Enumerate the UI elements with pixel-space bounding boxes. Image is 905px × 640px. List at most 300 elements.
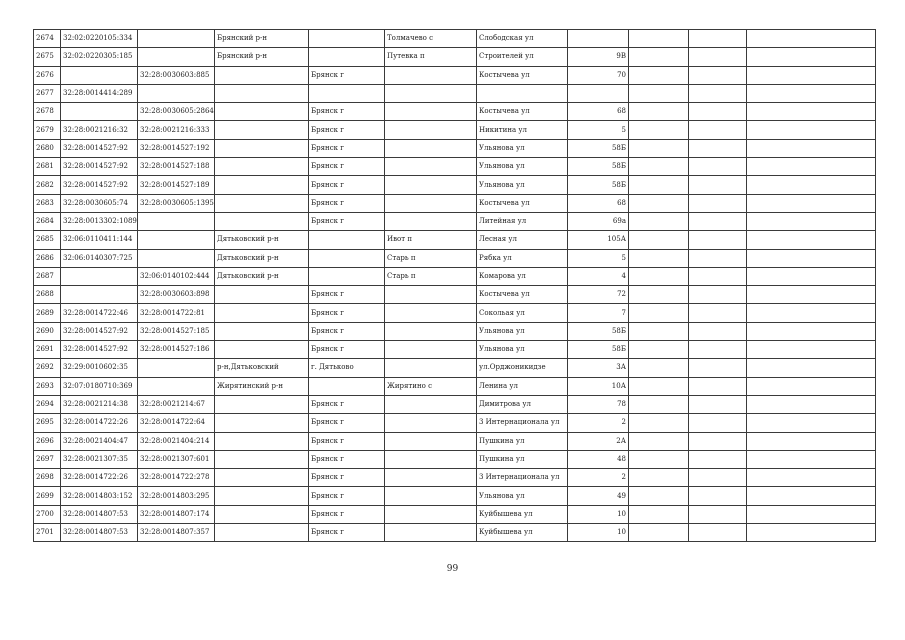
house-number-cell: 78 bbox=[568, 395, 629, 413]
city-cell: г. Дятьково bbox=[309, 359, 385, 377]
district-cell bbox=[215, 487, 309, 505]
building-cadastral-number-cell bbox=[138, 48, 215, 66]
extra-1-cell bbox=[629, 322, 689, 340]
cadastral-number-cell: 32:28:0014527:92 bbox=[61, 341, 138, 359]
extra-2-cell bbox=[689, 505, 747, 523]
notes-cell bbox=[747, 30, 876, 48]
extra-1-cell bbox=[629, 30, 689, 48]
house-number-cell: 49 bbox=[568, 487, 629, 505]
street-cell: Костычева ул bbox=[477, 194, 568, 212]
settlement-cell bbox=[385, 176, 477, 194]
district-cell bbox=[215, 121, 309, 139]
street-cell: 3 Интернационала ул bbox=[477, 469, 568, 487]
extra-1-cell bbox=[629, 341, 689, 359]
extra-2-cell bbox=[689, 30, 747, 48]
table-row bbox=[34, 469, 876, 487]
row-number-cell: 2701 bbox=[34, 524, 61, 542]
cadastral-number-cell: 32:28:0014722:26 bbox=[61, 414, 138, 432]
notes-cell bbox=[747, 469, 876, 487]
settlement-cell: Жирятино с bbox=[385, 377, 477, 395]
cadastral-number-cell: 32:28:0021214:38 bbox=[61, 395, 138, 413]
extra-1-cell bbox=[629, 176, 689, 194]
house-number-cell: 5 bbox=[568, 249, 629, 267]
extra-2-cell bbox=[689, 66, 747, 84]
table-row bbox=[34, 249, 876, 267]
settlement-cell bbox=[385, 139, 477, 157]
extra-2-cell bbox=[689, 487, 747, 505]
notes-cell bbox=[747, 414, 876, 432]
row-number-cell: 2675 bbox=[34, 48, 61, 66]
settlement-cell bbox=[385, 487, 477, 505]
table-row bbox=[34, 341, 876, 359]
row-number-cell: 2692 bbox=[34, 359, 61, 377]
row-number-cell: 2697 bbox=[34, 450, 61, 468]
building-cadastral-number-cell bbox=[138, 212, 215, 230]
city-cell: Брянск г bbox=[309, 341, 385, 359]
building-cadastral-number-cell: 32:28:0014722:278 bbox=[138, 469, 215, 487]
table-row bbox=[34, 450, 876, 468]
table-row bbox=[34, 267, 876, 285]
cadastral-number-cell: 32:28:0014527:92 bbox=[61, 322, 138, 340]
table-row bbox=[34, 231, 876, 249]
table-row bbox=[34, 103, 876, 121]
settlement-cell bbox=[385, 286, 477, 304]
house-number-cell: 10 bbox=[568, 505, 629, 523]
city-cell: Брянск г bbox=[309, 103, 385, 121]
notes-cell bbox=[747, 524, 876, 542]
street-cell: Сокольая ул bbox=[477, 304, 568, 322]
cadastral-number-cell: 32:28:0014414:289 bbox=[61, 84, 138, 102]
extra-2-cell bbox=[689, 286, 747, 304]
extra-1-cell bbox=[629, 139, 689, 157]
extra-2-cell bbox=[689, 139, 747, 157]
district-cell: Брянский р-н bbox=[215, 48, 309, 66]
building-cadastral-number-cell: 32:06:0140102:444 bbox=[138, 267, 215, 285]
street-cell: Комарова ул bbox=[477, 267, 568, 285]
city-cell: Брянск г bbox=[309, 212, 385, 230]
city-cell bbox=[309, 377, 385, 395]
city-cell: Брянск г bbox=[309, 158, 385, 176]
row-number-cell: 2681 bbox=[34, 158, 61, 176]
extra-1-cell bbox=[629, 432, 689, 450]
street-cell: Ульянова ул bbox=[477, 487, 568, 505]
district-cell bbox=[215, 524, 309, 542]
row-number-cell: 2679 bbox=[34, 121, 61, 139]
street-cell: Литейная ул bbox=[477, 212, 568, 230]
notes-cell bbox=[747, 84, 876, 102]
settlement-cell: Старь п bbox=[385, 267, 477, 285]
extra-2-cell bbox=[689, 377, 747, 395]
page-number: 99 bbox=[446, 564, 459, 574]
district-cell bbox=[215, 176, 309, 194]
extra-2-cell bbox=[689, 84, 747, 102]
extra-1-cell bbox=[629, 84, 689, 102]
house-number-cell: 58Б bbox=[568, 158, 629, 176]
notes-cell bbox=[747, 377, 876, 395]
extra-2-cell bbox=[689, 267, 747, 285]
notes-cell bbox=[747, 249, 876, 267]
row-number-cell: 2694 bbox=[34, 395, 61, 413]
house-number-cell: 5 bbox=[568, 121, 629, 139]
notes-cell bbox=[747, 322, 876, 340]
street-cell: Пушкина ул bbox=[477, 450, 568, 468]
table-row bbox=[34, 121, 876, 139]
table-row bbox=[34, 377, 876, 395]
house-number-cell: 58Б bbox=[568, 341, 629, 359]
district-cell bbox=[215, 432, 309, 450]
building-cadastral-number-cell: 32:28:0014722:64 bbox=[138, 414, 215, 432]
table-row bbox=[34, 194, 876, 212]
extra-2-cell bbox=[689, 194, 747, 212]
street-cell: ул.Орджоникидзе bbox=[477, 359, 568, 377]
city-cell: Брянск г bbox=[309, 450, 385, 468]
cadastral-number-cell: 32:28:0021216:32 bbox=[61, 121, 138, 139]
notes-cell bbox=[747, 48, 876, 66]
district-cell bbox=[215, 450, 309, 468]
extra-2-cell bbox=[689, 395, 747, 413]
notes-cell bbox=[747, 158, 876, 176]
building-cadastral-number-cell: 32:28:0014807:174 bbox=[138, 505, 215, 523]
house-number-cell: 72 bbox=[568, 286, 629, 304]
settlement-cell bbox=[385, 432, 477, 450]
building-cadastral-number-cell bbox=[138, 30, 215, 48]
city-cell: Брянск г bbox=[309, 395, 385, 413]
cadastral-number-cell: 32:29:0010602:35 bbox=[61, 359, 138, 377]
notes-cell bbox=[747, 505, 876, 523]
extra-1-cell bbox=[629, 158, 689, 176]
house-number-cell: 4 bbox=[568, 267, 629, 285]
city-cell: Брянск г bbox=[309, 139, 385, 157]
extra-2-cell bbox=[689, 359, 747, 377]
cadastral-number-cell: 32:02:0220105:334 bbox=[61, 30, 138, 48]
cadastral-number-cell: 32:02:0220305:185 bbox=[61, 48, 138, 66]
settlement-cell bbox=[385, 341, 477, 359]
extra-2-cell bbox=[689, 103, 747, 121]
settlement-cell bbox=[385, 524, 477, 542]
house-number-cell: 10А bbox=[568, 377, 629, 395]
extra-2-cell bbox=[689, 121, 747, 139]
building-cadastral-number-cell: 32:28:0030603:898 bbox=[138, 286, 215, 304]
table-row bbox=[34, 505, 876, 523]
cadastral-number-cell: 32:28:0014527:92 bbox=[61, 158, 138, 176]
table-row bbox=[34, 487, 876, 505]
district-cell bbox=[215, 158, 309, 176]
notes-cell bbox=[747, 487, 876, 505]
settlement-cell: Ивот п bbox=[385, 231, 477, 249]
extra-1-cell bbox=[629, 450, 689, 468]
extra-1-cell bbox=[629, 487, 689, 505]
extra-2-cell bbox=[689, 212, 747, 230]
city-cell: Брянск г bbox=[309, 414, 385, 432]
cadastral-number-cell bbox=[61, 103, 138, 121]
district-cell: Дятьковский р-н bbox=[215, 231, 309, 249]
district-cell: Дятьковский р-н bbox=[215, 267, 309, 285]
cadastral-number-cell bbox=[61, 267, 138, 285]
row-number-cell: 2696 bbox=[34, 432, 61, 450]
building-cadastral-number-cell: 32:28:0014527:188 bbox=[138, 158, 215, 176]
extra-1-cell bbox=[629, 66, 689, 84]
building-cadastral-number-cell bbox=[138, 377, 215, 395]
cadastral-number-cell: 32:07:0180710:369 bbox=[61, 377, 138, 395]
district-cell: Дятьковский р-н bbox=[215, 249, 309, 267]
building-cadastral-number-cell: 32:28:0014527:185 bbox=[138, 322, 215, 340]
extra-2-cell bbox=[689, 341, 747, 359]
city-cell bbox=[309, 48, 385, 66]
city-cell bbox=[309, 231, 385, 249]
property-register-table bbox=[33, 29, 876, 542]
notes-cell bbox=[747, 176, 876, 194]
house-number-cell: 3А bbox=[568, 359, 629, 377]
house-number-cell: 2 bbox=[568, 469, 629, 487]
settlement-cell bbox=[385, 359, 477, 377]
house-number-cell: 68 bbox=[568, 194, 629, 212]
district-cell bbox=[215, 469, 309, 487]
house-number-cell: 68 bbox=[568, 103, 629, 121]
building-cadastral-number-cell: 32:28:0030603:885 bbox=[138, 66, 215, 84]
building-cadastral-number-cell: 32:28:0021307:601 bbox=[138, 450, 215, 468]
notes-cell bbox=[747, 139, 876, 157]
notes-cell bbox=[747, 359, 876, 377]
city-cell: Брянск г bbox=[309, 487, 385, 505]
building-cadastral-number-cell bbox=[138, 231, 215, 249]
city-cell: Брянск г bbox=[309, 286, 385, 304]
table-row bbox=[34, 212, 876, 230]
house-number-cell bbox=[568, 84, 629, 102]
district-cell: р-н,Дятьковский bbox=[215, 359, 309, 377]
extra-1-cell bbox=[629, 377, 689, 395]
table-row bbox=[34, 48, 876, 66]
settlement-cell bbox=[385, 469, 477, 487]
building-cadastral-number-cell: 32:28:0014722:81 bbox=[138, 304, 215, 322]
street-cell: Ульянова ул bbox=[477, 341, 568, 359]
row-number-cell: 2699 bbox=[34, 487, 61, 505]
extra-1-cell bbox=[629, 524, 689, 542]
extra-1-cell bbox=[629, 469, 689, 487]
settlement-cell bbox=[385, 414, 477, 432]
row-number-cell: 2674 bbox=[34, 30, 61, 48]
street-cell: Костычева ул bbox=[477, 103, 568, 121]
street-cell: Пушкина ул bbox=[477, 432, 568, 450]
extra-2-cell bbox=[689, 469, 747, 487]
street-cell: Костычева ул bbox=[477, 66, 568, 84]
cadastral-number-cell: 32:28:0014527:92 bbox=[61, 139, 138, 157]
cadastral-number-cell: 32:28:0021307:35 bbox=[61, 450, 138, 468]
notes-cell bbox=[747, 304, 876, 322]
cadastral-number-cell: 32:28:0014803:152 bbox=[61, 487, 138, 505]
table-row bbox=[34, 158, 876, 176]
city-cell: Брянск г bbox=[309, 121, 385, 139]
house-number-cell: 58Б bbox=[568, 176, 629, 194]
notes-cell bbox=[747, 121, 876, 139]
row-number-cell: 2700 bbox=[34, 505, 61, 523]
city-cell bbox=[309, 84, 385, 102]
district-cell bbox=[215, 414, 309, 432]
row-number-cell: 2680 bbox=[34, 139, 61, 157]
extra-2-cell bbox=[689, 304, 747, 322]
extra-1-cell bbox=[629, 231, 689, 249]
extra-1-cell bbox=[629, 267, 689, 285]
street-cell: Лесная ул bbox=[477, 231, 568, 249]
city-cell: Брянск г bbox=[309, 304, 385, 322]
settlement-cell bbox=[385, 450, 477, 468]
table-row bbox=[34, 30, 876, 48]
table-row bbox=[34, 139, 876, 157]
extra-2-cell bbox=[689, 158, 747, 176]
settlement-cell: Старь п bbox=[385, 249, 477, 267]
row-number-cell: 2695 bbox=[34, 414, 61, 432]
building-cadastral-number-cell: 32:28:0014803:295 bbox=[138, 487, 215, 505]
building-cadastral-number-cell bbox=[138, 359, 215, 377]
district-cell bbox=[215, 304, 309, 322]
district-cell: Жирятинский р-н bbox=[215, 377, 309, 395]
extra-1-cell bbox=[629, 48, 689, 66]
district-cell bbox=[215, 505, 309, 523]
settlement-cell bbox=[385, 194, 477, 212]
building-cadastral-number-cell: 32:28:0014527:192 bbox=[138, 139, 215, 157]
cadastral-number-cell: 32:28:0021404:47 bbox=[61, 432, 138, 450]
district-cell bbox=[215, 84, 309, 102]
settlement-cell bbox=[385, 212, 477, 230]
city-cell: Брянск г bbox=[309, 322, 385, 340]
notes-cell bbox=[747, 432, 876, 450]
extra-1-cell bbox=[629, 194, 689, 212]
row-number-cell: 2698 bbox=[34, 469, 61, 487]
city-cell: Брянск г bbox=[309, 432, 385, 450]
building-cadastral-number-cell: 32:28:0030605:2864 bbox=[138, 103, 215, 121]
cadastral-number-cell bbox=[61, 286, 138, 304]
settlement-cell bbox=[385, 395, 477, 413]
cadastral-number-cell: 32:28:0014807:53 bbox=[61, 505, 138, 523]
district-cell bbox=[215, 194, 309, 212]
cadastral-number-cell: 32:28:0014807:53 bbox=[61, 524, 138, 542]
table-row bbox=[34, 66, 876, 84]
table-row bbox=[34, 395, 876, 413]
house-number-cell: 58Б bbox=[568, 139, 629, 157]
street-cell bbox=[477, 84, 568, 102]
district-cell bbox=[215, 286, 309, 304]
street-cell: Ульянова ул bbox=[477, 322, 568, 340]
cadastral-number-cell: 32:28:0013302:1089 bbox=[61, 212, 138, 230]
house-number-cell: 9В bbox=[568, 48, 629, 66]
extra-1-cell bbox=[629, 505, 689, 523]
house-number-cell: 70 bbox=[568, 66, 629, 84]
notes-cell bbox=[747, 66, 876, 84]
row-number-cell: 2685 bbox=[34, 231, 61, 249]
table-body bbox=[34, 30, 876, 542]
city-cell bbox=[309, 249, 385, 267]
row-number-cell: 2676 bbox=[34, 66, 61, 84]
settlement-cell bbox=[385, 121, 477, 139]
district-cell bbox=[215, 341, 309, 359]
table-row bbox=[34, 176, 876, 194]
table-row bbox=[34, 322, 876, 340]
notes-cell bbox=[747, 194, 876, 212]
city-cell bbox=[309, 267, 385, 285]
house-number-cell: 58Б bbox=[568, 322, 629, 340]
table-row bbox=[34, 286, 876, 304]
row-number-cell: 2691 bbox=[34, 341, 61, 359]
city-cell: Брянск г bbox=[309, 66, 385, 84]
cadastral-number-cell bbox=[61, 66, 138, 84]
table-row bbox=[34, 432, 876, 450]
building-cadastral-number-cell bbox=[138, 84, 215, 102]
extra-1-cell bbox=[629, 212, 689, 230]
extra-2-cell bbox=[689, 322, 747, 340]
row-number-cell: 2688 bbox=[34, 286, 61, 304]
settlement-cell: Путевка п bbox=[385, 48, 477, 66]
notes-cell bbox=[747, 103, 876, 121]
house-number-cell: 2 bbox=[568, 414, 629, 432]
street-cell: Ульянова ул bbox=[477, 158, 568, 176]
row-number-cell: 2684 bbox=[34, 212, 61, 230]
city-cell: Брянск г bbox=[309, 176, 385, 194]
building-cadastral-number-cell bbox=[138, 249, 215, 267]
extra-2-cell bbox=[689, 231, 747, 249]
building-cadastral-number-cell: 32:28:0021216:333 bbox=[138, 121, 215, 139]
settlement-cell bbox=[385, 158, 477, 176]
notes-cell bbox=[747, 395, 876, 413]
table-row bbox=[34, 414, 876, 432]
street-cell: Димитрова ул bbox=[477, 395, 568, 413]
row-number-cell: 2677 bbox=[34, 84, 61, 102]
settlement-cell: Толмачево с bbox=[385, 30, 477, 48]
extra-2-cell bbox=[689, 48, 747, 66]
district-cell bbox=[215, 395, 309, 413]
district-cell bbox=[215, 66, 309, 84]
street-cell: Рябка ул bbox=[477, 249, 568, 267]
notes-cell bbox=[747, 212, 876, 230]
extra-1-cell bbox=[629, 395, 689, 413]
extra-2-cell bbox=[689, 176, 747, 194]
cadastral-number-cell: 32:28:0030605:74 bbox=[61, 194, 138, 212]
house-number-cell: 7 bbox=[568, 304, 629, 322]
street-cell: Ульянова ул bbox=[477, 139, 568, 157]
row-number-cell: 2678 bbox=[34, 103, 61, 121]
extra-2-cell bbox=[689, 432, 747, 450]
city-cell: Брянск г bbox=[309, 194, 385, 212]
street-cell: Слободская ул bbox=[477, 30, 568, 48]
building-cadastral-number-cell: 32:28:0021404:214 bbox=[138, 432, 215, 450]
extra-1-cell bbox=[629, 249, 689, 267]
row-number-cell: 2683 bbox=[34, 194, 61, 212]
table-row bbox=[34, 524, 876, 542]
settlement-cell bbox=[385, 103, 477, 121]
extra-2-cell bbox=[689, 450, 747, 468]
house-number-cell: 48 bbox=[568, 450, 629, 468]
house-number-cell: 10 bbox=[568, 524, 629, 542]
table-row bbox=[34, 304, 876, 322]
street-cell: Куйбышева ул bbox=[477, 505, 568, 523]
extra-2-cell bbox=[689, 414, 747, 432]
building-cadastral-number-cell: 32:28:0030605:1395 bbox=[138, 194, 215, 212]
cadastral-number-cell: 32:28:0014722:26 bbox=[61, 469, 138, 487]
extra-2-cell bbox=[689, 249, 747, 267]
extra-1-cell bbox=[629, 121, 689, 139]
extra-1-cell bbox=[629, 286, 689, 304]
settlement-cell bbox=[385, 84, 477, 102]
extra-1-cell bbox=[629, 103, 689, 121]
row-number-cell: 2690 bbox=[34, 322, 61, 340]
district-cell bbox=[215, 212, 309, 230]
street-cell: Костычева ул bbox=[477, 286, 568, 304]
cadastral-number-cell: 32:06:0110411:144 bbox=[61, 231, 138, 249]
row-number-cell: 2693 bbox=[34, 377, 61, 395]
cadastral-number-cell: 32:28:0014722:46 bbox=[61, 304, 138, 322]
notes-cell bbox=[747, 267, 876, 285]
street-cell: Куйбышева ул bbox=[477, 524, 568, 542]
notes-cell bbox=[747, 341, 876, 359]
row-number-cell: 2689 bbox=[34, 304, 61, 322]
